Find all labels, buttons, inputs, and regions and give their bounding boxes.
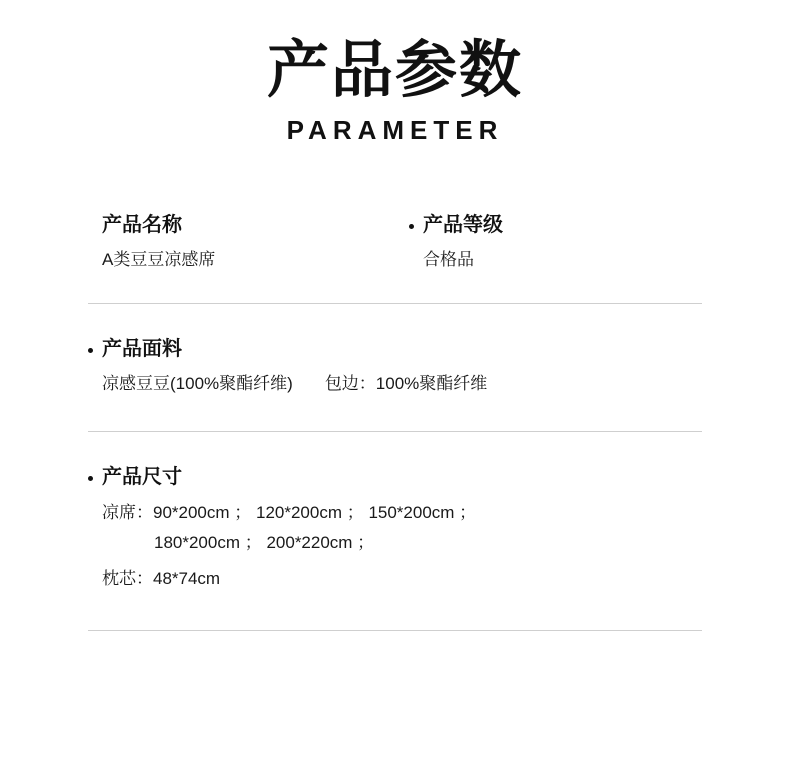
bullet-icon: [88, 224, 93, 229]
spec-value-size: [88, 498, 702, 593]
spec-label-text: 产品面料: [102, 338, 182, 361]
spec-item-product-name: [88, 212, 395, 273]
spec-row-name-grade: [88, 212, 702, 304]
bullet-icon: [88, 348, 93, 353]
spec-row-size: [88, 458, 702, 630]
spec-value-product-grade: 合格品: [423, 250, 474, 270]
spec-label-product-grade: [409, 212, 702, 238]
spec-label-text: 产品尺寸: [102, 466, 182, 489]
fabric-main-text: 凉感豆豆(100%聚酯纤维): [102, 374, 293, 394]
spec-list: [0, 212, 790, 631]
spec-value-fabric: [88, 370, 702, 397]
page-subtitle: PARAMETER: [286, 115, 504, 146]
spec-label-text: 产品等级: [423, 214, 503, 237]
spec-value-product-name: A类豆豆凉感席: [102, 250, 216, 270]
size-line-pillow: 枕芯：48*74cm: [102, 568, 221, 588]
bullet-icon: [409, 224, 414, 229]
spec-label-size: [88, 464, 702, 490]
page-title: 产品参数: [266, 36, 523, 105]
page-header: [0, 0, 790, 146]
spec-row-fabric: [88, 330, 702, 432]
spec-label-product-name: [88, 212, 395, 238]
spec-label-fabric: [88, 336, 702, 362]
fabric-edge-text: 包边：100%聚酯纤维: [324, 374, 488, 394]
size-line-mat-2: 180*200cm ； 200*220cm ；: [154, 533, 375, 553]
size-line-mat-1: 凉席：90*200cm ； 120*200cm ； 150*200cm ；: [102, 503, 477, 523]
spec-label-text: 产品名称: [102, 214, 182, 237]
bullet-icon: [88, 476, 93, 481]
spec-item-product-grade: [395, 212, 702, 273]
